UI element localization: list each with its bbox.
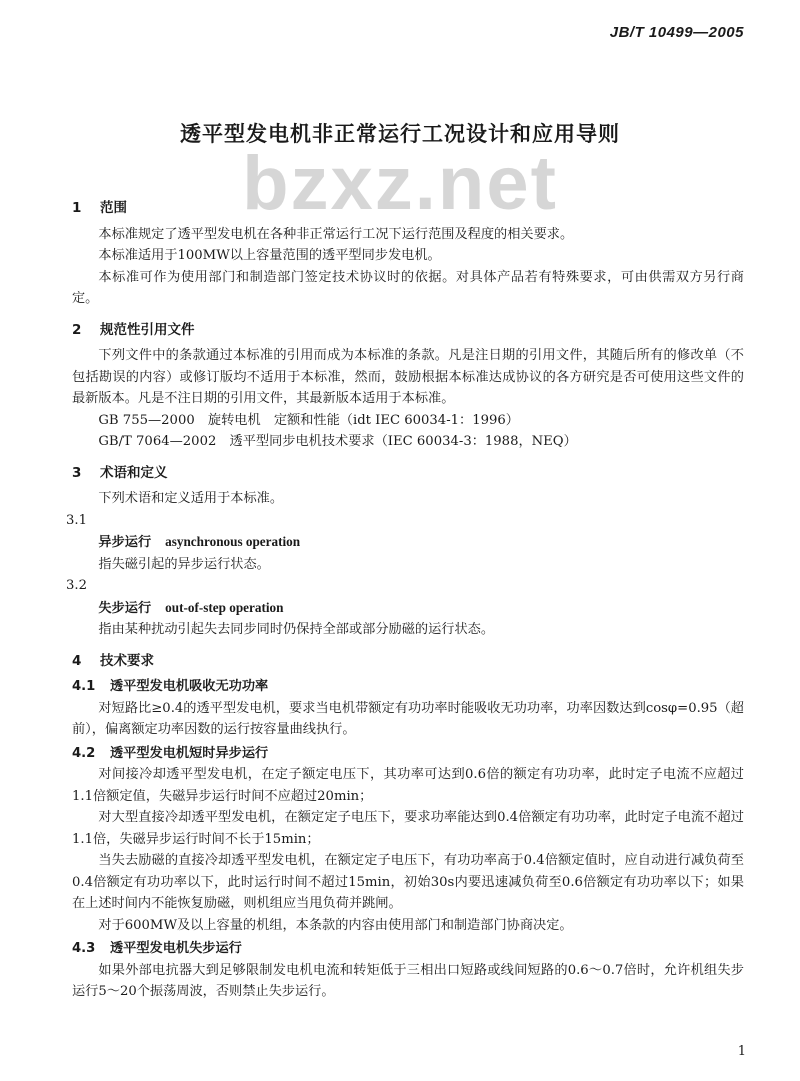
paragraph: 下列术语和定义适用于本标准。	[98, 491, 284, 506]
paragraph: 对于600MW及以上容量的机组，本条款的内容由使用部门和制造部门协商决定。	[98, 917, 573, 933]
section-heading-1: 1 范围	[72, 200, 127, 216]
paragraph: 对短路比≥0.4的透平型发电机，要求当电机带额定有功功率时能吸收无功功率，功率因数达到cosφ=0.95（超前），偏离额定功率因数的运行按容量曲线执行。	[72, 700, 744, 737]
term-number: 3.1	[66, 512, 87, 528]
paragraph: 下列文件中的条款通过本标准的引用而成为本标准的条款。凡是注日期的引用文件，其随后所有的修改单（不包括勘误的内容）或修订版均不适用于本标准，然而，鼓励根据本标准达成协议的各方研究是否可使用这些文件的最新版本。凡是不注日期的引用文件，其最新版本适用于本标准。	[72, 348, 744, 406]
section-heading-3: 3 术语和定义	[72, 464, 168, 481]
paragraph: 如果外部电抗器大到足够限制发电机电流和转矩低于三相出口短路或线间短路的0.6～0.7倍时，允许机组失步运行5～20个振荡周波，否则禁止失步运行。	[72, 962, 744, 999]
term-number: 3.2	[66, 578, 87, 593]
subsection-heading-4-1: 4.1 透平型发电机吸收无功功率	[72, 679, 269, 694]
term-title: 失步运行 out-of-step operation	[98, 599, 284, 616]
subsection-heading-4-3: 4.3 透平型发电机失步运行	[72, 941, 242, 956]
page-number: 1	[737, 1044, 746, 1059]
paragraph: 当失去励磁的直接冷却透平型发电机，在额定定子电压下，有功功率高于0.4倍额定值时，应自动进行减负荷至0.4倍额定有功功率以下，此时运行时间不超过15min，初始30s内要迅速减负荷至0.6倍额定有功功率以下；如果在上述时间内不能恢复励磁，则机组应当甩负荷并跳闸。	[72, 853, 744, 911]
standard-number: JB/T 10499—2005	[609, 24, 744, 41]
reference-item: GB/T 7064—2002 透平型同步电机技术要求（IEC 60034-3：1988，NEQ）	[98, 434, 577, 449]
paragraph: 本标准可作为使用部门和制造部门签定技术协议时的依据。对具体产品若有特殊要求，可由供需双方另行商定。	[72, 269, 744, 306]
term-definition: 指由某种扰动引起失去同步同时仍保持全部或部分励磁的运行状态。	[98, 622, 495, 637]
paragraph: 对大型直接冷却透平型发电机，在额定定子电压下，要求功率能达到0.4倍额定有功功率，此时定子电流不超过1.1倍，失磁异步运行时间不长于15min；	[72, 810, 744, 847]
document-body	[66, 188, 744, 1003]
paragraph: 本标准规定了透平型发电机在各种非正常运行工况下运行范围及程度的相关要求。	[98, 226, 574, 242]
section-heading-2: 2 规范性引用文件	[72, 321, 195, 338]
document-title: 透平型发电机非正常运行工况设计和应用导则	[180, 122, 620, 146]
watermark: bzxz.net	[242, 141, 558, 226]
subsection-heading-4-2: 4.2 透平型发电机短时异步运行	[72, 745, 269, 761]
paragraph: 本标准适用于100MW以上容量范围的透平型同步发电机。	[98, 248, 441, 263]
paragraph: 对间接冷却透平型发电机，在定子额定电压下，其功率可达到0.6倍的额定有功功率，此时定子电流不应超过1.1倍额定值，失磁异步运行时间不应超过20min；	[72, 767, 744, 804]
term-definition: 指失磁引起的异步运行状态。	[98, 556, 270, 572]
reference-item: GB 755—2000 旋转电机 定额和性能（idt IEC 60034-1：1996）	[98, 412, 519, 428]
term-title: 异步运行 asynchronous operation	[98, 534, 301, 550]
section-heading-4: 4 技术要求	[72, 652, 154, 669]
